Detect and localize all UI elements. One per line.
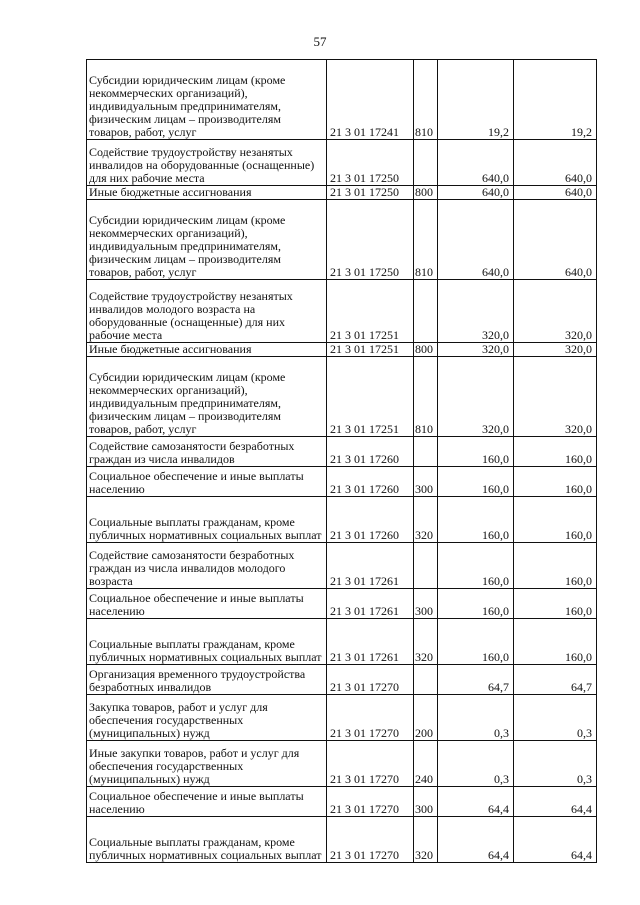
- row-name: Содействие трудоустройству незанятых инвалидов на оборудованные (оснащенные) для них рабочие места: [87, 140, 327, 186]
- row-expense-type: 300: [414, 787, 438, 817]
- row-name: Субсидии юридическим лицам (кроме некоммерческих организаций), индивидуальным предпринимателям, физическим лицам – производителям товаров, работ, услуг: [87, 357, 327, 437]
- row-amount-1: 19,2: [438, 60, 514, 140]
- table-row: [87, 741, 597, 787]
- row-code: 21 3 01 17241: [327, 60, 414, 140]
- row-amount-1: 64,4: [438, 787, 514, 817]
- row-amount-1: 320,0: [438, 357, 514, 437]
- row-expense-type: 800: [414, 343, 438, 357]
- row-name: Социальное обеспечение и иные выплаты населению: [87, 589, 327, 619]
- row-amount-1: 640,0: [438, 186, 514, 200]
- row-amount-1: 320,0: [438, 280, 514, 343]
- row-code: 21 3 01 17260: [327, 437, 414, 467]
- row-amount-1: 640,0: [438, 200, 514, 280]
- row-amount-1: 64,7: [438, 665, 514, 695]
- table-row: [87, 665, 597, 695]
- row-name: Субсидии юридическим лицам (кроме некоммерческих организаций), индивидуальным предпринимателям, физическим лицам – производителям товаров, работ, услуг: [87, 60, 327, 140]
- table-row: [87, 619, 597, 665]
- row-name: Иные закупки товаров, работ и услуг для обеспечения государственных (муниципальных) нужд: [87, 741, 327, 787]
- row-amount-1: 320,0: [438, 343, 514, 357]
- row-name: Закупка товаров, работ и услуг для обеспечения государственных (муниципальных) нужд: [87, 695, 327, 741]
- row-amount-2: 160,0: [514, 497, 597, 543]
- row-code: 21 3 01 17260: [327, 497, 414, 543]
- row-code: 21 3 01 17251: [327, 343, 414, 357]
- table-row: [87, 817, 597, 863]
- row-expense-type: 810: [414, 60, 438, 140]
- table-row: [87, 280, 597, 343]
- row-name: Содействие самозанятости безработных граждан из числа инвалидов: [87, 437, 327, 467]
- row-expense-type: 300: [414, 467, 438, 497]
- row-code: 21 3 01 17250: [327, 186, 414, 200]
- row-name: Содействие трудоустройству незанятых инвалидов молодого возраста на оборудованные (оснащенные) для них рабочие места: [87, 280, 327, 343]
- row-code: 21 3 01 17260: [327, 467, 414, 497]
- row-name: Социальные выплаты гражданам, кроме публичных нормативных социальных выплат: [87, 817, 327, 863]
- row-expense-type: [414, 437, 438, 467]
- budget-table-body: [87, 60, 597, 863]
- row-amount-2: 64,4: [514, 817, 597, 863]
- row-expense-type: 200: [414, 695, 438, 741]
- row-amount-1: 160,0: [438, 589, 514, 619]
- row-name: Субсидии юридическим лицам (кроме некоммерческих организаций), индивидуальным предпринимателям, физическим лицам – производителям товаров, работ, услуг: [87, 200, 327, 280]
- row-amount-1: 160,0: [438, 619, 514, 665]
- row-amount-2: 160,0: [514, 467, 597, 497]
- row-expense-type: 810: [414, 200, 438, 280]
- row-code: 21 3 01 17261: [327, 619, 414, 665]
- row-amount-2: 0,3: [514, 695, 597, 741]
- row-name: Иные бюджетные ассигнования: [87, 186, 327, 200]
- row-amount-2: 320,0: [514, 280, 597, 343]
- table-row: [87, 60, 597, 140]
- row-expense-type: 320: [414, 817, 438, 863]
- table-row: [87, 543, 597, 589]
- row-amount-2: 320,0: [514, 343, 597, 357]
- row-expense-type: 810: [414, 357, 438, 437]
- row-amount-1: 160,0: [438, 497, 514, 543]
- row-amount-2: 19,2: [514, 60, 597, 140]
- row-code: 21 3 01 17270: [327, 787, 414, 817]
- table-row: [87, 140, 597, 186]
- row-code: 21 3 01 17251: [327, 357, 414, 437]
- row-amount-2: 640,0: [514, 140, 597, 186]
- row-amount-2: 640,0: [514, 200, 597, 280]
- row-code: 21 3 01 17270: [327, 817, 414, 863]
- row-amount-2: 160,0: [514, 437, 597, 467]
- row-expense-type: 320: [414, 497, 438, 543]
- row-expense-type: 300: [414, 589, 438, 619]
- row-name: Социальные выплаты гражданам, кроме публичных нормативных социальных выплат: [87, 619, 327, 665]
- row-name: Социальное обеспечение и иные выплаты населению: [87, 787, 327, 817]
- row-amount-1: 64,4: [438, 817, 514, 863]
- row-name: Организация временного трудоустройства безработных инвалидов: [87, 665, 327, 695]
- row-amount-2: 160,0: [514, 619, 597, 665]
- row-code: 21 3 01 17250: [327, 200, 414, 280]
- row-amount-1: 160,0: [438, 467, 514, 497]
- row-amount-1: 0,3: [438, 741, 514, 787]
- row-name: Социальное обеспечение и иные выплаты населению: [87, 467, 327, 497]
- row-code: 21 3 01 17270: [327, 741, 414, 787]
- row-amount-2: 160,0: [514, 589, 597, 619]
- row-code: 21 3 01 17251: [327, 280, 414, 343]
- row-name: Содействие самозанятости безработных граждан из числа инвалидов молодого возраста: [87, 543, 327, 589]
- table-row: [87, 695, 597, 741]
- row-expense-type: 240: [414, 741, 438, 787]
- table-row: [87, 357, 597, 437]
- row-code: 21 3 01 17261: [327, 589, 414, 619]
- row-expense-type: 320: [414, 619, 438, 665]
- row-amount-1: 160,0: [438, 543, 514, 589]
- row-amount-1: 160,0: [438, 437, 514, 467]
- budget-table: [86, 59, 597, 863]
- row-code: 21 3 01 17250: [327, 140, 414, 186]
- row-code: 21 3 01 17261: [327, 543, 414, 589]
- table-row: [87, 343, 597, 357]
- table-row: [87, 437, 597, 467]
- table-row: [87, 589, 597, 619]
- row-amount-2: 320,0: [514, 357, 597, 437]
- page-number: 57: [313, 34, 327, 49]
- row-expense-type: 800: [414, 186, 438, 200]
- row-amount-2: 64,4: [514, 787, 597, 817]
- row-expense-type: [414, 543, 438, 589]
- row-name: Социальные выплаты гражданам, кроме публичных нормативных социальных выплат: [87, 497, 327, 543]
- table-row: [87, 467, 597, 497]
- table-row: [87, 186, 597, 200]
- row-amount-2: 160,0: [514, 543, 597, 589]
- row-amount-2: 64,7: [514, 665, 597, 695]
- table-row: [87, 497, 597, 543]
- row-amount-2: 0,3: [514, 741, 597, 787]
- row-expense-type: [414, 280, 438, 343]
- row-code: 21 3 01 17270: [327, 695, 414, 741]
- row-expense-type: [414, 665, 438, 695]
- table-row: [87, 200, 597, 280]
- row-amount-2: 640,0: [514, 186, 597, 200]
- row-name: Иные бюджетные ассигнования: [87, 343, 327, 357]
- row-amount-1: 0,3: [438, 695, 514, 741]
- row-code: 21 3 01 17270: [327, 665, 414, 695]
- table-row: [87, 787, 597, 817]
- row-expense-type: [414, 140, 438, 186]
- row-amount-1: 640,0: [438, 140, 514, 186]
